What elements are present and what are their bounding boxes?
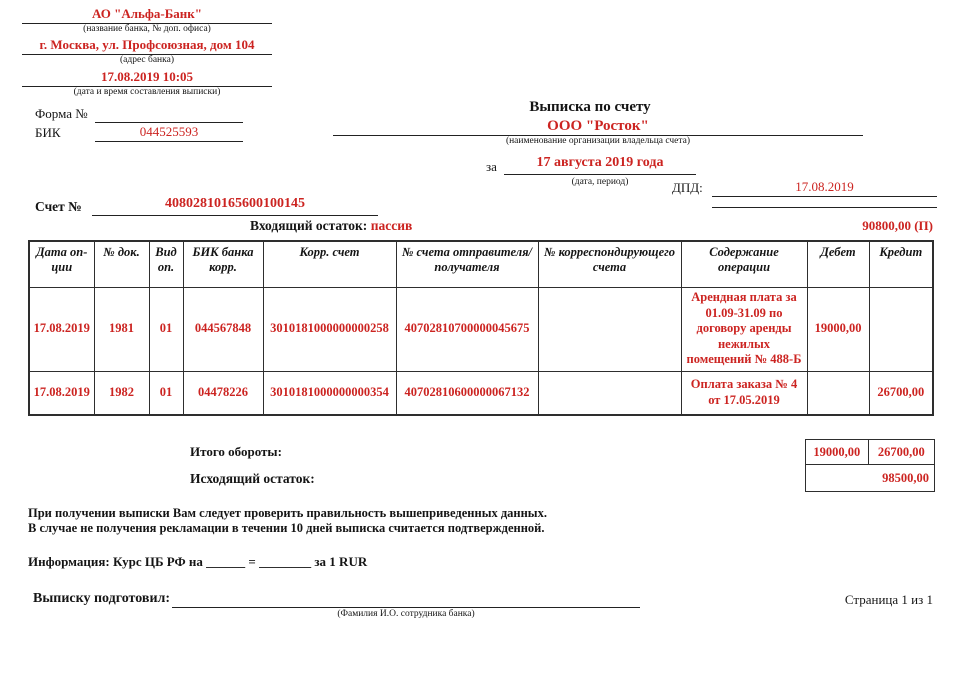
prepared-by-caption: (Фамилия И.О. сотрудника банка) xyxy=(337,609,475,619)
col-header-corr-account: Корр. счет xyxy=(263,241,396,287)
notice-line-2: В случае не получения рекламации в течении 10 дней выписка считается подтвержденной. xyxy=(28,521,545,535)
cell-date: 17.08.2019 xyxy=(29,371,94,415)
bank-header-block xyxy=(22,6,272,100)
statement-datetime-caption: (дата и время составления выписки) xyxy=(73,86,221,97)
form-number-value xyxy=(95,106,243,123)
statement-datetime: 17.08.2019 10:05 xyxy=(22,69,272,87)
cell-debit xyxy=(807,371,869,415)
totals-box xyxy=(805,439,935,492)
cell-sender-account: 40702810700000045675 xyxy=(396,287,538,371)
org-name: ООО "Росток" xyxy=(333,118,863,136)
cell-operation-content: Арендная плата за 01.09-31.09 по договору аренды нежилых помещений № 488-Б xyxy=(681,287,807,371)
period-prefix: за xyxy=(486,159,497,174)
cell-credit: 26700,00 xyxy=(869,371,933,415)
page-number: Страница 1 из 1 xyxy=(844,592,933,607)
opening-balance-type: пассив xyxy=(370,218,413,233)
org-block xyxy=(333,118,863,147)
opening-balance xyxy=(250,218,412,234)
cell-sender-account: 40702810600000067132 xyxy=(396,371,538,415)
col-header-corr-bik: БИК банка корр. xyxy=(183,241,263,287)
col-header-credit: Кредит xyxy=(869,241,933,287)
bik-value: 044525593 xyxy=(95,124,243,142)
dpd-value: 17.08.2019 xyxy=(712,179,937,197)
operations-table xyxy=(28,240,934,416)
prepared-by-signature-line xyxy=(172,590,640,608)
table-row xyxy=(29,371,933,415)
currency-info-line: Информация: Курс ЦБ РФ на ______ = ________ за 1 RUR xyxy=(28,554,368,569)
cell-op-type: 01 xyxy=(149,287,183,371)
cell-op-type: 01 xyxy=(149,371,183,415)
col-header-op-type: Вид оп. xyxy=(149,241,183,287)
opening-balance-amount: 90800,00 (П) xyxy=(862,218,933,233)
col-header-sender-account: № счета отправителя/ получателя xyxy=(396,241,538,287)
col-header-debit: Дебет xyxy=(807,241,869,287)
cell-corr-bik: 04478226 xyxy=(183,371,263,415)
cell-doc-number: 1982 xyxy=(94,371,149,415)
period-caption: (дата, период) xyxy=(571,177,629,187)
dpd-blank-line xyxy=(712,196,937,208)
cell-corresponding-account xyxy=(538,287,681,371)
closing-balance-label: Исходящий остаток: xyxy=(190,471,315,486)
turnover-amounts-row xyxy=(806,440,934,464)
cell-debit: 19000,00 xyxy=(807,287,869,371)
table-row xyxy=(29,287,933,371)
prepared-by-label: Выписку подготовил: xyxy=(33,591,171,606)
bank-address-caption: (адрес банка) xyxy=(120,55,174,66)
account-number: 40802810165600100145 xyxy=(92,196,378,216)
bik-label: БИК xyxy=(35,125,61,140)
bank-name: АО "Альфа-Банк" xyxy=(22,6,272,24)
col-header-operation-content: Содержание операции xyxy=(681,241,807,287)
form-number-label: Форма № xyxy=(35,106,88,121)
org-caption: (наименование организации владельца счета) xyxy=(505,136,691,146)
dpd-label: ДПД: xyxy=(672,180,703,195)
cell-operation-content: Оплата заказа № 4 от 17.05.2019 xyxy=(681,371,807,415)
table-header-row xyxy=(29,241,933,287)
bank-name-caption: (название банка, № доп. офиса) xyxy=(83,24,211,34)
cell-date: 17.08.2019 xyxy=(29,287,94,371)
closing-balance-amount: 98500,00 xyxy=(806,464,934,491)
cell-corresponding-account xyxy=(538,371,681,415)
cell-corr-account: 3010181000000000258 xyxy=(263,287,396,371)
turnover-label: Итого обороты: xyxy=(190,444,282,459)
col-header-date: Дата оп-ции xyxy=(29,241,94,287)
notice-line-1: При получении выписки Вам следует проверить правильность вышеприведенных данных. xyxy=(28,506,547,520)
turnover-debit: 19000,00 xyxy=(806,440,869,464)
cell-doc-number: 1981 xyxy=(94,287,149,371)
turnover-credit: 26700,00 xyxy=(877,445,925,459)
period-value: 17 августа 2019 года xyxy=(504,155,696,175)
opening-balance-label: Входящий остаток: xyxy=(250,218,368,233)
document-title: Выписка по счету xyxy=(529,99,651,115)
col-header-corresponding-account: № корреспондирующего счета xyxy=(538,241,681,287)
col-header-doc-number: № док. xyxy=(94,241,149,287)
cell-corr-account: 3010181000000000354 xyxy=(263,371,396,415)
bank-address: г. Москва, ул. Профсоюзная, дом 104 xyxy=(22,37,272,55)
cell-credit xyxy=(869,287,933,371)
cell-corr-bik: 044567848 xyxy=(183,287,263,371)
account-label: Счет № xyxy=(35,199,82,214)
